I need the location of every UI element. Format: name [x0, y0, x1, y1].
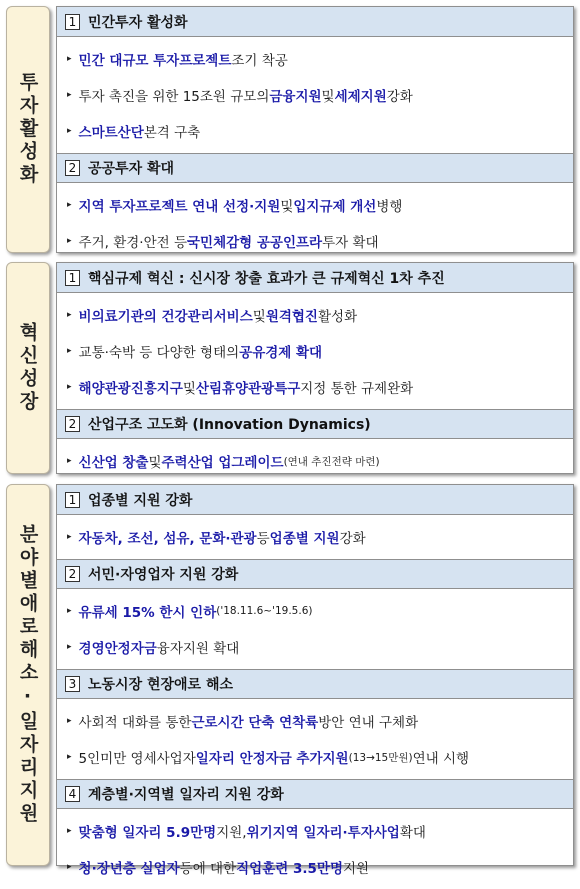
triangle-bullet-icon: ▸ [67, 606, 72, 616]
group-header [57, 7, 573, 37]
highlight-text: 직업훈련 3.5만명 [236, 861, 343, 877]
highlight-text: 공유경제 확대 [239, 345, 323, 361]
list-item [67, 113, 573, 149]
highlight-text: 입지규제 개선 [293, 199, 377, 215]
item-text: 지정 통한 규제완화 [300, 381, 414, 397]
highlight-text: 스마트산단 [78, 125, 144, 141]
section-content [56, 262, 574, 474]
highlight-text: 지역 투자프로젝트 연내 선정·지원 [78, 199, 281, 215]
item-text: 및 [252, 309, 266, 325]
triangle-bullet-icon: ▸ [67, 54, 72, 64]
section-block [6, 6, 574, 253]
item-text: 및 [182, 381, 196, 397]
list-item [67, 297, 573, 333]
highlight-text: 국민체감형 공공인프라 [186, 235, 323, 251]
item-text: 강화 [386, 89, 413, 105]
highlight-text: 경영안정자금 [78, 641, 157, 657]
highlight-text: 비의료기관의 건강관리서비스 [78, 309, 253, 325]
group-number-box: 1 [65, 492, 80, 508]
item-text: 투자 촉진을 위한 15조원 규모의 [78, 89, 270, 105]
highlight-text: 원격협진 [265, 309, 318, 325]
item-text: 강화 [339, 531, 366, 547]
group-title: 민간투자 활성화 [88, 14, 188, 31]
highlight-text: 자동차, 조선, 섬유, 문화·관광 [78, 531, 257, 547]
group-number-box: 2 [65, 416, 80, 432]
section-side-label [6, 484, 50, 866]
group-items [57, 589, 573, 669]
highlight-text: 유류세 15% 한시 인하 [78, 605, 217, 621]
highlight-text: 일자리 안정자금 추가지원 [195, 751, 349, 767]
highlight-text: 해양관광진흥지구 [78, 381, 183, 397]
group-header [57, 779, 573, 809]
triangle-bullet-icon: ▸ [67, 382, 72, 392]
triangle-bullet-icon: ▸ [67, 200, 72, 210]
item-text: 방안 연내 구체화 [318, 715, 419, 731]
group-title: 핵심규제 혁신 : 신시장 창출 효과가 큰 규제혁신 1차 추진 [88, 270, 445, 287]
group-title: 업종별 지원 강화 [88, 492, 193, 509]
group-title: 서민·자영업자 지원 강화 [88, 567, 239, 583]
triangle-bullet-icon: ▸ [67, 90, 72, 100]
item-text: 본격 구축 [143, 125, 201, 141]
triangle-bullet-icon: ▸ [67, 752, 72, 762]
triangle-bullet-icon: ▸ [67, 236, 72, 246]
highlight-text: 세제지원 [334, 89, 387, 105]
group-items [57, 183, 573, 263]
list-item [67, 369, 573, 405]
group-header [57, 669, 573, 699]
list-item [67, 187, 573, 223]
section-side-text: 투자활성화 [16, 72, 39, 187]
triangle-bullet-icon: ▸ [67, 532, 72, 542]
triangle-bullet-icon: ▸ [67, 862, 72, 872]
group-number-box: 4 [65, 786, 80, 802]
item-text: 등 [256, 531, 270, 547]
item-text: 지원 [343, 861, 370, 877]
highlight-text: 맞춤형 일자리 5.9만명 [78, 825, 217, 841]
list-item [67, 593, 573, 629]
highlight-text: 위기지역 일자리·투자사업 [246, 825, 400, 841]
triangle-bullet-icon: ▸ [67, 126, 72, 136]
section-side-label [6, 6, 50, 253]
item-text: (13→15만원) [348, 751, 413, 764]
triangle-bullet-icon: ▸ [67, 826, 72, 836]
group-items [57, 293, 573, 409]
item-text: 지원, [216, 825, 247, 841]
group-number-box: 1 [65, 270, 80, 286]
highlight-text: 주력산업 업그레이드 [161, 455, 284, 471]
triangle-bullet-icon: ▸ [67, 310, 72, 320]
item-text: 및 [321, 89, 335, 105]
item-text: 활성화 [317, 309, 358, 325]
group-items [57, 439, 573, 483]
item-text: 조기 착공 [231, 53, 288, 69]
group-header [57, 409, 573, 439]
section-content [56, 484, 574, 877]
section-block [6, 484, 574, 877]
list-item [67, 333, 573, 369]
group-number-box: 1 [65, 14, 80, 30]
list-item [67, 703, 573, 739]
list-item [67, 519, 573, 555]
list-item [67, 223, 573, 259]
item-text: 및 [148, 455, 162, 471]
group-title: 공공투자 확대 [88, 161, 175, 177]
group-number-box: 2 [65, 566, 80, 582]
section-side-text: 분야별애로해소·일자리지원 [16, 524, 39, 826]
highlight-text: 신산업 창출 [78, 455, 149, 471]
item-text: 및 [280, 199, 294, 215]
list-item [67, 443, 573, 479]
group-number-box: 2 [65, 160, 80, 176]
highlight-text: 민간 대규모 투자프로젝트 [78, 53, 232, 69]
item-text: 5인미만 영세사업자 [78, 751, 196, 767]
highlight-text: 업종별 지원 [269, 531, 340, 547]
triangle-bullet-icon: ▸ [67, 716, 72, 726]
triangle-bullet-icon: ▸ [67, 642, 72, 652]
group-header [57, 559, 573, 589]
list-item [67, 629, 573, 665]
item-text: 투자 확대 [322, 235, 379, 251]
item-text: 연내 시행 [412, 751, 470, 767]
list-item [67, 77, 573, 113]
triangle-bullet-icon: ▸ [67, 346, 72, 356]
list-item [67, 849, 573, 885]
group-header [57, 153, 573, 183]
item-text: (연내 추진전략 마련) [283, 455, 380, 468]
item-text: 사회적 대화를 통한 [78, 715, 192, 731]
item-text: 주거, 환경·안전 등 [78, 235, 187, 251]
group-items [57, 809, 573, 889]
item-text: 융자지원 확대 [156, 641, 240, 657]
group-header [57, 485, 573, 515]
group-items [57, 699, 573, 779]
group-title: 노동시장 현장애로 해소 [88, 677, 233, 693]
group-items [57, 37, 573, 153]
highlight-text: 청·장년층 실업자 [78, 861, 180, 877]
group-title: 계층별·지역별 일자리 지원 강화 [88, 787, 284, 803]
triangle-bullet-icon: ▸ [67, 456, 72, 466]
highlight-text: 근로시간 단축 연착륙 [191, 715, 319, 731]
group-number-box: 3 [65, 676, 80, 692]
group-title: 산업구조 고도화 (Innovation Dynamics) [88, 417, 371, 433]
item-text: 확대 [399, 825, 426, 841]
item-text: 등에 대한 [179, 861, 237, 877]
group-header [57, 263, 573, 293]
section-block [6, 262, 574, 474]
highlight-text: 산림휴양관광특구 [195, 381, 301, 397]
item-text: 교통·숙박 등 다양한 형태의 [78, 345, 240, 361]
section-side-label [6, 262, 50, 474]
section-side-text: 혁신성장 [16, 322, 39, 414]
highlight-text: 금융지원 [269, 89, 322, 105]
list-item [67, 41, 573, 77]
group-items [57, 515, 573, 559]
list-item [67, 739, 573, 775]
section-content [56, 6, 574, 253]
item-text: ('18.11.6~'19.5.6) [216, 605, 313, 617]
list-item [67, 813, 573, 849]
item-text: 병행 [376, 199, 403, 215]
